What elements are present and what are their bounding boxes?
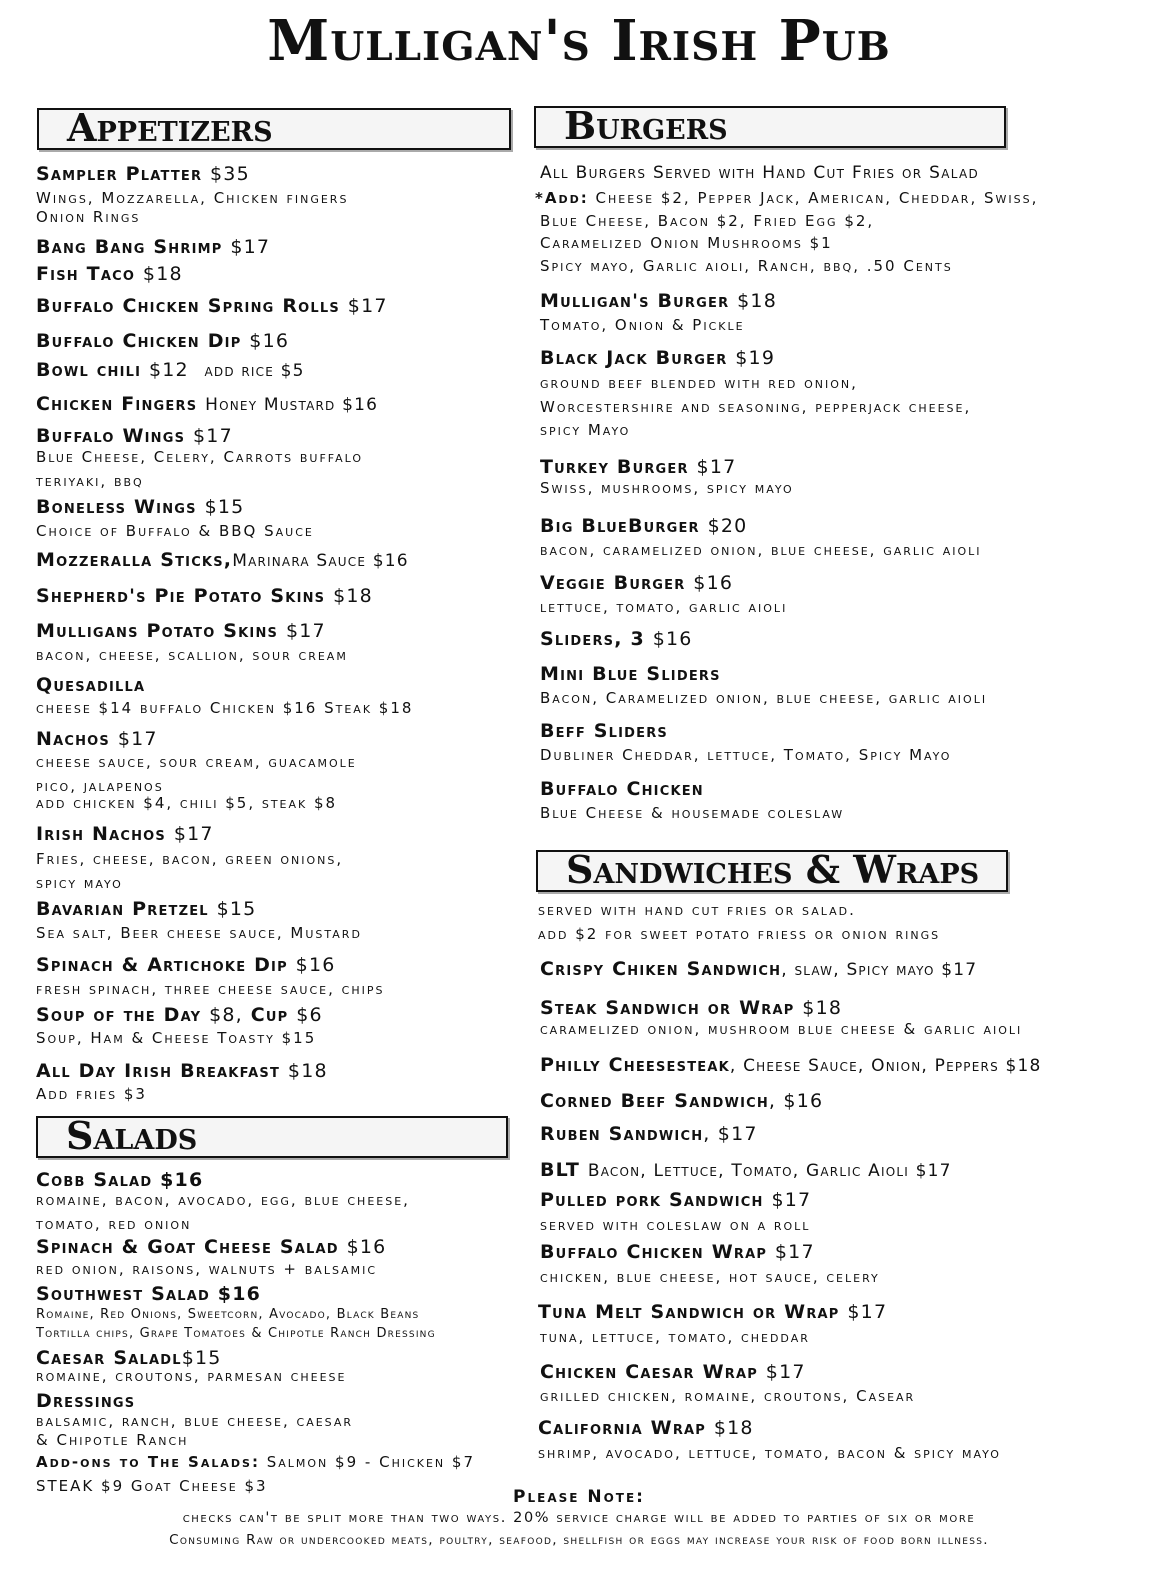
item-desc: Worcestershire and seasoning, pepperjack cheese, [540,398,972,416]
item-desc: Tomato, Onion & Pickle [540,316,745,334]
menu-item: Chicken Caesar Wrap $17 [540,1361,806,1383]
item-desc: bacon, cheese, scallion, sour cream [36,646,348,664]
page-title: Mulligan's Irish Pub [267,8,891,74]
menu-item: Bavarian Pretzel $15 [36,898,257,920]
footer-note: Consuming Raw or undercooked meats, poultry, seafood, shellfish or eggs may increase your risk of food born illness. [169,1532,989,1548]
item-desc: Onion Rings [36,208,141,226]
addons-line: STEAK $9 Goat Cheese $3 [36,1477,268,1495]
menu-item: Quesadilla [36,674,146,696]
menu-item: Crispy Chiken Sandwich, slaw, Spicy mayo $17 [540,958,978,980]
item-desc: Blue Cheese, Celery, Carrots buffalo [36,448,364,466]
item-desc: shrimp, avocado, lettuce, tomato, bacon & spicy mayo [538,1444,1001,1462]
footer-note: checks can't be split more than two ways. 20% service charge will be added to parties of six or more [182,1510,976,1526]
menu-item: Southwest Salad $16 [36,1283,262,1305]
item-desc: spicy Mayo [540,421,631,439]
appetizers-heading: Appetizers [67,105,273,150]
menu-item: Chicken Fingers Honey Mustard $16 [36,393,379,415]
menu-item: Philly Cheesesteak, Cheese Sauce, Onion, Peppers $18 [540,1054,1042,1076]
appetizers-header [37,105,511,150]
burgers-addons: Spicy mayo, Garlic aioli, Ranch, bbq, .50 Cents [540,257,953,275]
item-desc: balsamic, ranch, blue cheese, caesar [36,1412,354,1430]
item-desc: served with coleslaw on a roll [540,1216,811,1234]
menu-item: Bang Bang Shrimp $17 [36,236,271,258]
burgers-addons: Caramelized Onion Mushrooms $1 [540,234,833,252]
item-desc: Tortilla chips, Grape Tomatoes & Chipotle Ranch Dressing [36,1326,436,1341]
menu-item: Nachos $17 [36,728,158,750]
burgers-header [534,103,1006,148]
menu-item: Mozzeralla Sticks,Marinara Sauce $16 [36,549,409,571]
menu-item: Pulled pork Sandwich $17 [540,1189,812,1211]
menu-item: Buffalo Chicken Wrap $17 [540,1241,815,1263]
item-desc: lettuce, tomato, garlic aioli [540,598,788,616]
menu-item: Buffalo Chicken Dip $16 [36,330,290,352]
menu-item: Dressings [36,1390,136,1412]
item-desc: bacon, caramelized onion, blue cheese, garlic aioli [540,541,982,559]
menu-item: Black Jack Burger $19 [540,347,776,369]
menu-item: Buffalo Chicken Spring Rolls $17 [36,295,388,317]
sandwiches-heading: Sandwiches & Wraps [566,847,980,892]
addons-line: Add-ons to The Salads: Salmon $9 - Chicken $7 [36,1453,476,1471]
item-desc: ground beef blended with red onion, [540,374,858,392]
item-desc: Fries, cheese, bacon, green onions, [36,850,344,868]
item-desc: spicy mayo [36,874,123,892]
menu-item: Cobb Salad $16 [36,1169,204,1191]
menu-item: Sampler Platter $35 [36,163,250,185]
item-desc: pico, jalapenos [36,777,164,795]
item-desc: tuna, lettuce, tomato, cheddar [540,1328,810,1346]
item-desc: Add fries $3 [36,1085,147,1103]
menu-item: Buffalo Wings $17 [36,425,233,447]
sandwiches-header [536,847,1008,892]
menu-item: All Day Irish Breakfast $18 [36,1060,328,1082]
menu-item: Turkey Burger $17 [540,456,737,478]
item-desc: Sea salt, Beer cheese sauce, Mustard [36,924,362,942]
item-desc: red onion, raisons, walnuts + balsamic [36,1260,378,1278]
item-desc: Romaine, Red Onions, Sweetcorn, Avocado, Black Beans [36,1307,420,1322]
menu-item: Veggie Burger $16 [540,572,734,594]
burgers-addons: *Add: Cheese $2, Pepper Jack, American, Cheddar, Swiss, [535,189,1039,207]
menu-item: Big BlueBurger $20 [540,515,748,537]
item-desc: Wings, Mozzarella, Chicken fingers [36,189,349,207]
menu-item: Irish Nachos $17 [36,823,214,845]
item-desc: romaine, croutons, parmesan cheese [36,1367,347,1385]
menu-item: Shepherd's Pie Potato Skins $18 [36,585,373,607]
menu-item: Corned Beef Sandwich, $16 [540,1090,824,1112]
menu-item: BLT Bacon, Lettuce, Tomato, Garlic Aioli $17 [540,1159,952,1181]
menu-item: Mulligans Potato Skins $17 [36,620,326,642]
menu-item: California Wrap $18 [538,1417,754,1439]
item-desc: add chicken $4, chili $5, steak $8 [36,794,338,812]
menu-item: Boneless Wings $15 [36,496,245,518]
menu-item: Ruben Sandwich, $17 [540,1123,758,1145]
item-desc: romaine, bacon, avocado, egg, blue cheese, [36,1191,410,1209]
item-desc: tomato, red onion [36,1215,192,1233]
menu-item: Caesar Saladl$15 [36,1347,222,1369]
burgers-intro: All Burgers Served with Hand Cut Fries or Salad [540,163,980,183]
menu-item: Tuna Melt Sandwich or Wrap $17 [538,1301,888,1323]
sandwiches-intro: served with hand cut fries or salad. [538,901,856,919]
item-desc: Swiss, mushrooms, spicy mayo [540,479,794,497]
menu-item: Steak Sandwich or Wrap $18 [540,997,843,1019]
item-desc: & Chipotle Ranch [36,1431,189,1449]
menu-item: Mulligan's Burger $18 [540,290,777,312]
menu-item: Beff Sliders [540,720,668,742]
menu-item: Sliders, 3 $16 [540,628,693,650]
item-desc: chicken, blue cheese, hot sauce, celery [540,1268,880,1286]
item-desc: teriyaki, bbq [36,472,144,490]
salads-heading: Salads [66,1113,198,1158]
item-desc: Blue Cheese & housemade coleslaw [540,804,845,822]
item-desc: Soup, Ham & Cheese Toasty $15 [36,1029,317,1047]
salads-header [36,1113,508,1158]
item-desc: caramelized onion, mushroom blue cheese & garlic aioli [540,1020,1023,1038]
menu-item: Spinach & Artichoke Dip $16 [36,954,336,976]
item-desc: Choice of Buffalo & BBQ Sauce [36,522,314,540]
item-desc: grilled chicken, romaine, croutons, Casear [540,1387,916,1405]
sandwiches-intro: add $2 for sweet potato friess or onion rings [538,925,941,943]
menu-item: Bowl chili $12 add rice $5 [36,359,305,381]
item-desc: cheese sauce, sour cream, guacamole [36,753,357,771]
footer-heading: Please Note: [513,1487,645,1507]
item-desc: cheese $14 buffalo Chicken $16 Steak $18 [36,699,414,717]
burgers-addons: Blue Cheese, Bacon $2, Fried Egg $2, [540,212,875,230]
item-desc: Dubliner Cheddar, lettuce, Tomato, Spicy Mayo [540,746,952,764]
menu-item: Fish Taco $18 [36,263,183,285]
item-desc: Bacon, Caramelized onion, blue cheese, garlic aioli [540,689,988,707]
menu-item: Mini Blue Sliders [540,663,721,685]
menu-item: Spinach & Goat Cheese Salad $16 [36,1236,387,1258]
menu-item: Buffalo Chicken [540,778,704,800]
item-desc: fresh spinach, three cheese sauce, chips [36,980,385,998]
burgers-heading: Burgers [564,103,728,148]
menu-item: Soup of the Day $8, Cup $6 [36,1004,323,1026]
